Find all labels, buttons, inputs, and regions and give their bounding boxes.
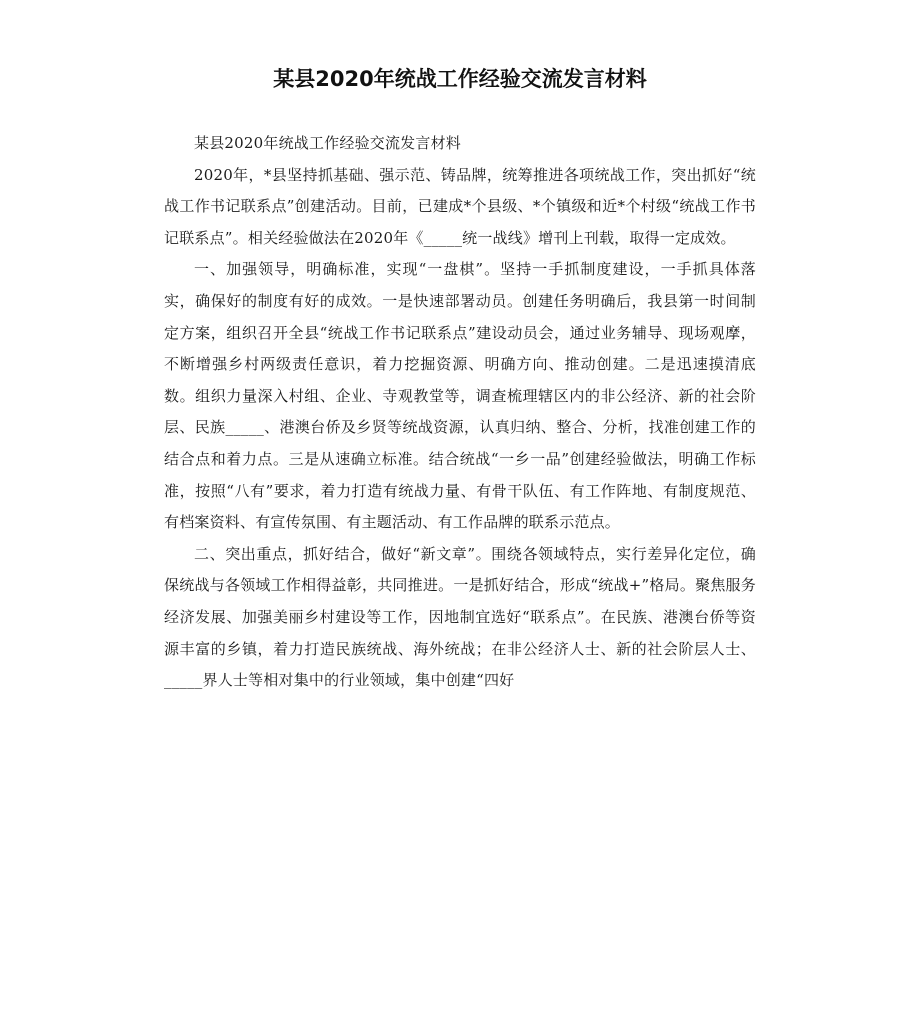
document-title: 某县2020年统战工作经验交流发言材料 xyxy=(273,67,647,91)
paragraph-section-one: 一、加强领导，明确标准，实现“一盘棋”。坚持一手抓制度建设，一手抓具体落实，确保好的制度有好的成效。一是快速部署动员。创建任务明确后，我县第一时间制定方案，组织召开全县“统战工作书记联系点”建设动员会，通过业务辅导、现场观摩，不断增强乡村两级责任意识，着力挖掘资源、明确方向、推动创建。二是迅速摸清底数。组织力量深入村组、企业、寺观教堂等，调查梳理辖区内的非公经济、新的社会阶层、民族_____、港澳台侨及乡贤等统战资源，认真归纳、整合、分析，找准创建工作的结合点和着力点。三是从速确立标准。结合统战“一乡一品”创建经验做法，明确工作标准，按照“八有”要求，着力打造有统战力量、有骨干队伍、有工作阵地、有制度规范、有档案资料、有宣传氛围、有主题活动、有工作品牌的联系示范点。 xyxy=(164,260,756,532)
paragraph-intro: 2020年，*县坚持抓基础、强示范、铸品牌，统筹推进各项统战工作，突出抓好“统战工作书记联系点”创建活动。目前，已建成*个县级、*个镇级和近*个村级“统战工作书记联系点”。相关经验做法在2020年《_____统一战线》增刊上刊载，取得一定成效。 xyxy=(164,165,756,247)
paragraph-subtitle: 某县2020年统战工作经验交流发言材料 xyxy=(194,134,461,152)
paragraph-section-two: 二、突出重点，抓好结合，做好“新文章”。围绕各领域特点，实行差异化定位，确保统战与各领域工作相得益彰，共同推进。一是抓好结合，形成“统战+”格局。聚焦服务经济发展、加强美丽乡村建设等工作，因地制宜选好“联系点”。在民族、港澳台侨等资源丰富的乡镇，着力打造民族统战、海外统战；在非公经济人士、新的社会阶层人士、_____界人士等相对集中的行业领域，集中创建“四好 xyxy=(164,544,756,690)
document-body xyxy=(164,128,756,697)
